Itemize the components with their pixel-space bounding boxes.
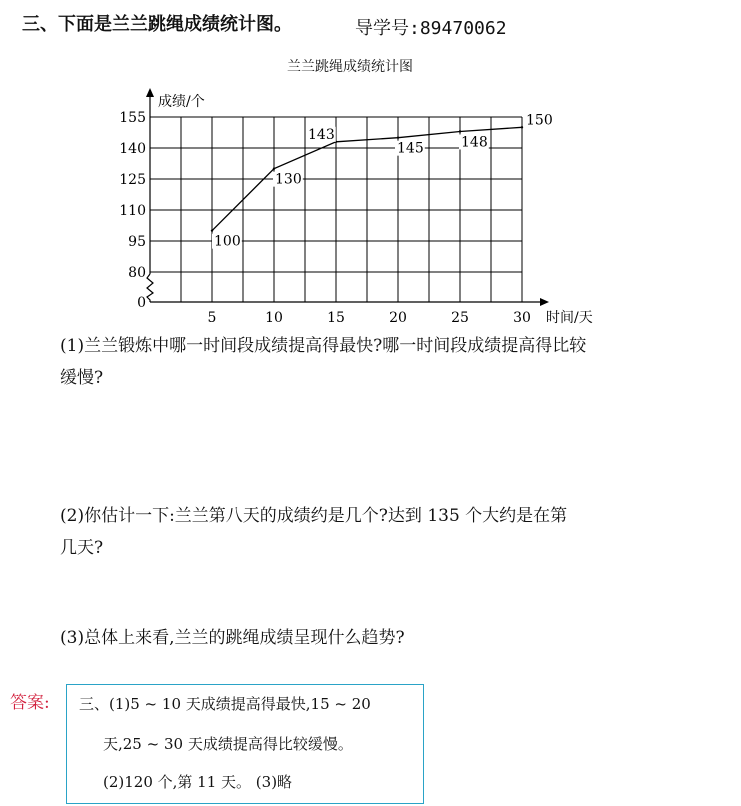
x-tick-label: 15 xyxy=(327,310,345,326)
x-axis-arrow-icon xyxy=(540,298,549,306)
data-point xyxy=(459,130,461,132)
question-3-line-1: (3)总体上来看,兰兰的跳绳成绩呈现什么趋势? xyxy=(60,628,405,648)
y-tick-label: 0 xyxy=(137,295,146,311)
question-1-line-1: (1)兰兰锻炼中哪一时间段成绩提高得最快?哪一时间段成绩提高得比较 xyxy=(60,336,587,356)
question-2 xyxy=(60,500,720,564)
data-label: 148 xyxy=(461,134,488,151)
axis-break-icon xyxy=(147,274,153,302)
x-tick-label: 25 xyxy=(451,310,469,326)
answer-box xyxy=(66,684,424,804)
y-tick-label: 95 xyxy=(128,234,146,250)
y-tick-label: 110 xyxy=(119,203,146,219)
y-tick-label: 140 xyxy=(119,141,146,157)
question-2-line-2: 几天? xyxy=(60,538,104,558)
data-label: 145 xyxy=(397,140,424,157)
x-axis-label: 时间/天 xyxy=(546,310,593,326)
guide-value: 89470062 xyxy=(419,18,507,39)
answer-line-3: (2)120 个,第 11 天。 (3)略 xyxy=(103,773,293,791)
question-3 xyxy=(60,622,720,654)
answer-label: 答案: xyxy=(10,693,50,713)
y-axis-label: 成绩/个 xyxy=(158,94,205,110)
y-tick-label: 125 xyxy=(119,172,146,188)
question-1 xyxy=(60,330,720,394)
answer-line-1: 三、(1)5 ~ 10 天成绩提高得最快,15 ~ 20 xyxy=(79,695,371,713)
guide-label: 导学号: xyxy=(355,18,420,39)
data-label: 130 xyxy=(275,171,302,188)
x-tick-label: 10 xyxy=(265,310,283,326)
question-1-line-2: 缓慢? xyxy=(60,368,104,388)
data-label: 143 xyxy=(308,126,335,143)
y-tick-label: 80 xyxy=(128,265,146,281)
data-label: 100 xyxy=(214,233,241,250)
x-tick-label: 5 xyxy=(207,310,217,326)
data-point xyxy=(211,229,213,231)
line-chart xyxy=(0,0,741,340)
data-label: 150 xyxy=(526,112,553,129)
data-point xyxy=(273,167,275,169)
x-tick-label: 30 xyxy=(513,310,531,326)
question-2-line-1: (2)你估计一下:兰兰第八天的成绩约是几个?达到 135 个大约是在第 xyxy=(60,506,568,526)
answer-line-2: 天,25 ~ 30 天成绩提高得比较缓慢。 xyxy=(103,735,353,753)
x-tick-label: 20 xyxy=(389,310,407,326)
chart-axes xyxy=(146,88,549,306)
chart-title: 兰兰跳绳成绩统计图 xyxy=(287,59,413,75)
y-axis-arrow-icon xyxy=(146,88,154,97)
y-tick-label: 155 xyxy=(119,110,146,126)
section-heading: 三、下面是兰兰跳绳成绩统计图。 xyxy=(22,14,292,35)
chart-series xyxy=(211,112,553,249)
data-point xyxy=(521,126,523,128)
data-point xyxy=(397,136,399,138)
